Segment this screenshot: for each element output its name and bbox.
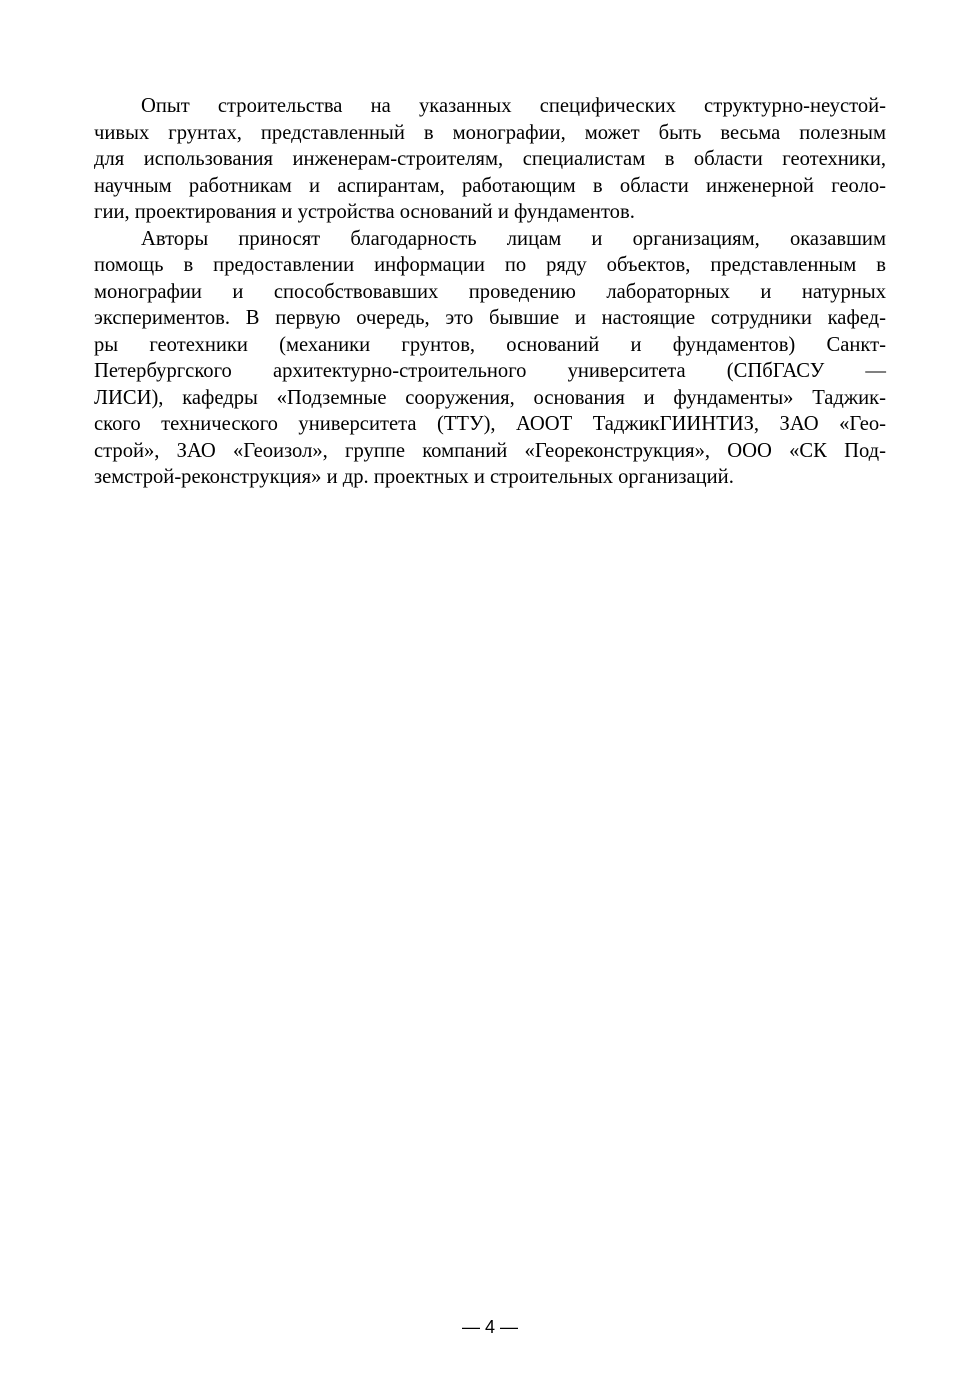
text-line: Петербургского архитектурно-строительного университета (СПбГАСУ — <box>94 360 886 382</box>
text-line: гии, проектирования и устройства оснований и фундаментов. <box>94 201 635 223</box>
text-line: экспериментов. В первую очередь, это бывшие и настоящие сотрудники кафед- <box>94 307 886 329</box>
text-line: монографии и способствовавших проведению лабораторных и натурных <box>94 280 886 303</box>
text-line: ры геотехники (механики грунтов, оснований и фундаментов) Санкт- <box>94 333 886 356</box>
text-line: строй», ЗАО «Геоизол», группе компаний «Геореконструкция», ООО «СК Под- <box>94 439 886 462</box>
text-line: ского технического университета (ТТУ), АООТ ТаджикГИИНТИЗ, ЗАО «Гео- <box>94 413 886 435</box>
page-number: — 4 — <box>461 1317 518 1337</box>
text-line: для использования инженерам-строителям, специалистам в области геотехники, <box>94 148 886 170</box>
text-line: научным работникам и аспирантам, работающим в области инженерной геоло- <box>94 174 886 197</box>
text-line: Опыт строительства на указанных специфических структурно-неустой- <box>141 95 886 117</box>
text-line: чивых грунтах, представленный в монографии, может быть весьма полезным <box>94 121 886 144</box>
paragraph-2 <box>94 226 886 491</box>
text-line: Авторы приносят благодарность лицам и организациям, оказавшим <box>141 227 886 250</box>
text-line: земстрой-реконструкция» и др. проектных и строительных организаций. <box>94 466 734 488</box>
text-line: ЛИСИ), кафедры «Подземные сооружения, основания и фундаменты» Таджик- <box>94 386 886 409</box>
text-line: помощь в предоставлении информации по ряду объектов, представленным в <box>94 254 886 276</box>
body-text <box>94 93 886 491</box>
paragraph-1 <box>94 93 886 226</box>
